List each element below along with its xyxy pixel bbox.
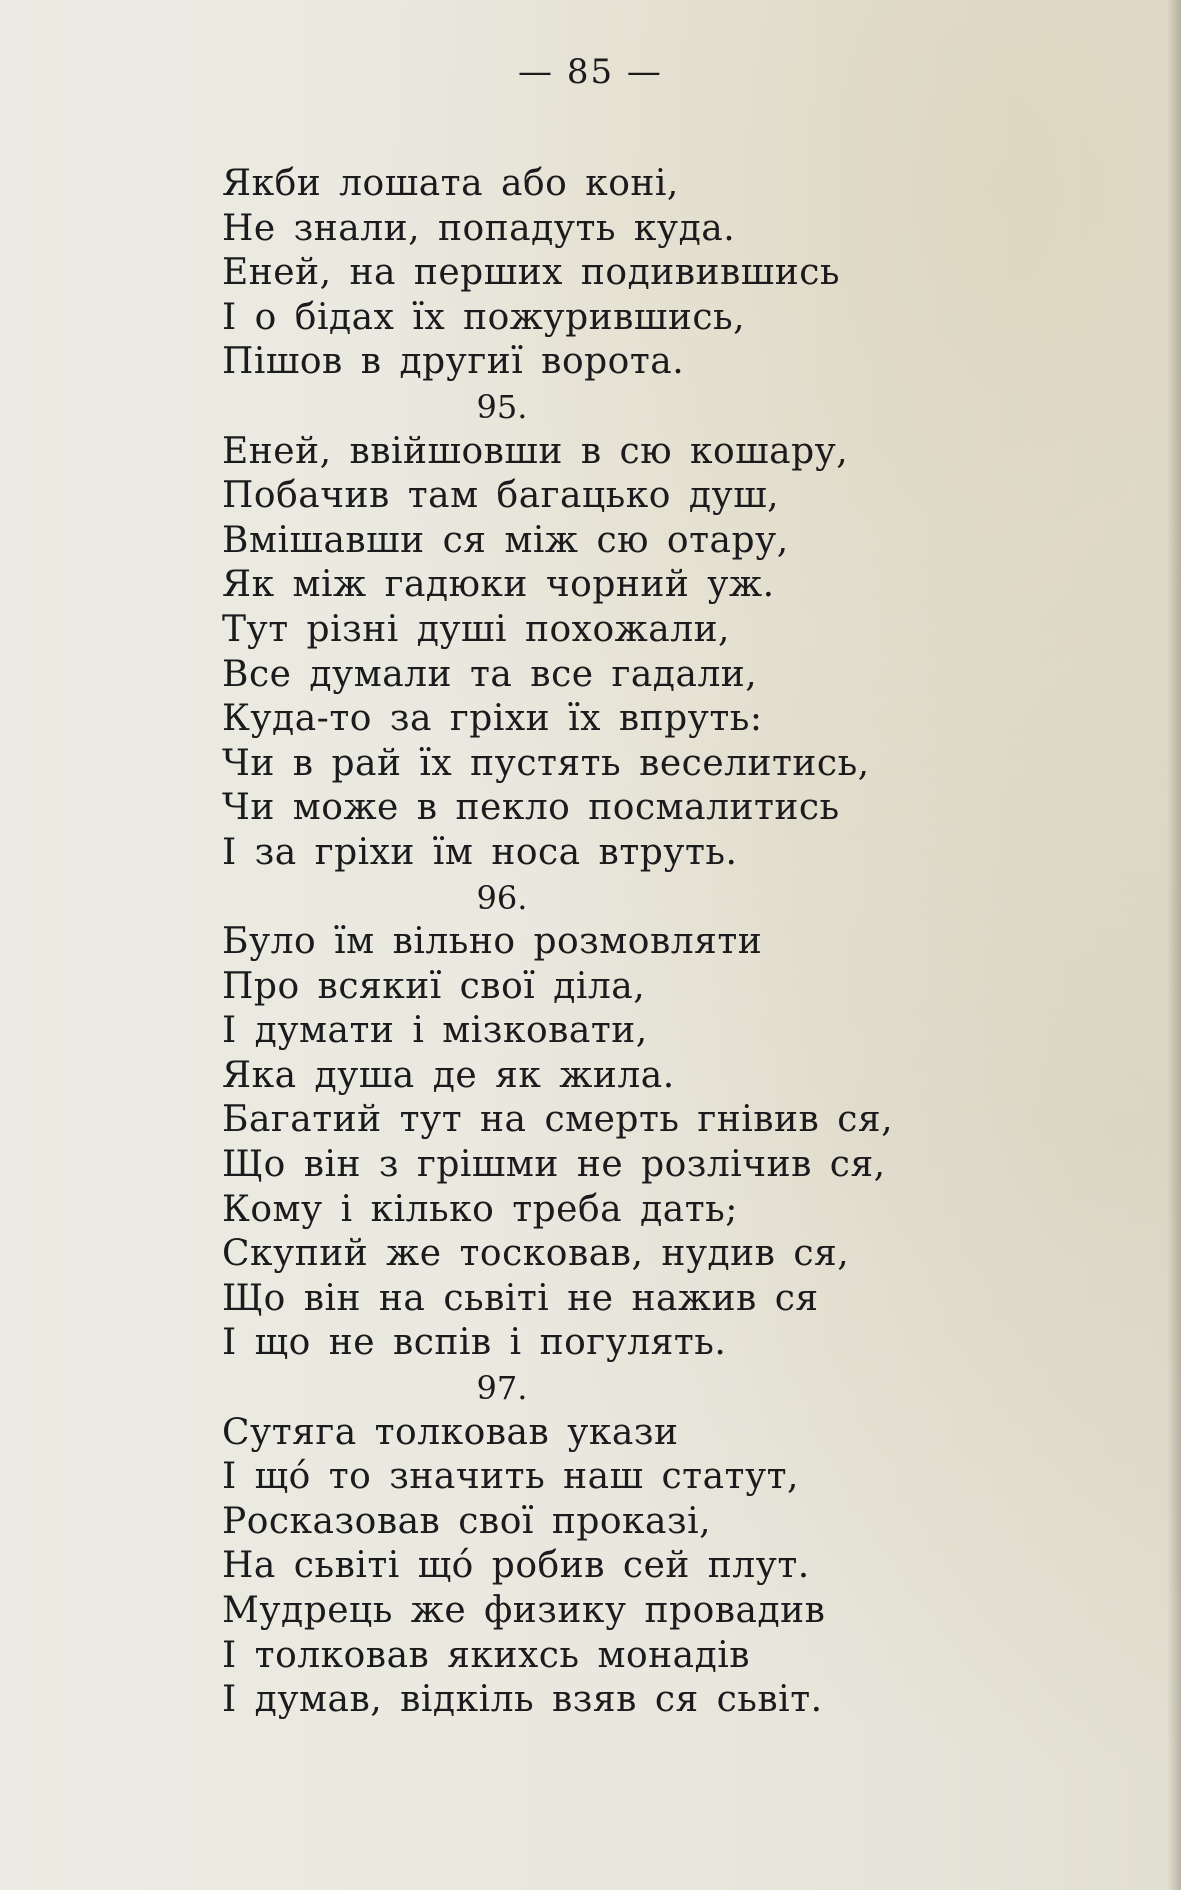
verse-line: Багатий тут на смерть гнівив ся, [222, 1099, 894, 1141]
verse-line: Не знали, попадуть куда. [222, 207, 736, 249]
verse-line: Кому і кілько треба дать; [222, 1188, 738, 1230]
verse-line: Сутяга толковав укази [222, 1411, 679, 1453]
verse-line: Що він з грішми не розлічив ся, [222, 1144, 886, 1186]
verse-line: І думати і мізковати, [222, 1010, 648, 1052]
verse-line: Чи в рай їх пустять веселитись, [222, 742, 870, 784]
stanza-number: 97. [476, 1369, 528, 1408]
page-edge-shadow [1167, 0, 1181, 1890]
verse-line: Як між гадюки чорний уж. [222, 564, 775, 606]
stanza-number: 95. [476, 387, 528, 426]
verse-line: І думав, відкіль взяв ся сьвіт. [222, 1679, 823, 1721]
verse-line: І що не вспів і погулять. [222, 1322, 727, 1364]
verse-line: І щó то значить наш статут, [222, 1456, 799, 1498]
verse-line: Яка душа де як жила. [222, 1054, 675, 1096]
verse-line: І за гріхи їм носа втруть. [222, 831, 738, 873]
verse-line: Про всякиї свої діла, [222, 965, 646, 1007]
verse-line: Все думали та все гадали, [222, 653, 758, 695]
verse-line: Вмішавши ся між сю отару, [222, 519, 789, 561]
verse-line: Мудрець же физику провадив [222, 1590, 826, 1631]
verse-line: Росказовав свої проказі, [222, 1500, 712, 1542]
verse-line: Еней, ввійшовши в сю кошару, [222, 430, 849, 472]
verse-line: Скупий же тосковав, нудив ся, [222, 1233, 850, 1275]
verse-line: Побачив там багацько душ, [222, 475, 780, 517]
verse-line: Було їм вільно розмовляти [222, 921, 763, 963]
page-number: — 85 — [518, 52, 663, 92]
verse-line: Пішов в другиї ворота. [222, 341, 685, 383]
verse-line: Тут різні душі похожали, [222, 608, 731, 650]
verse-line: Чи може в пекло посмалитись [222, 787, 840, 829]
verse-line: На сьвіті щó робив сей плут. [222, 1545, 810, 1587]
verse-line: Куда-то за гріхи їх впруть: [222, 698, 763, 740]
poem-text [222, 162, 982, 1723]
verse-line: Еней, на перших подивившись [222, 252, 840, 294]
stanza-number: 96. [476, 878, 528, 917]
verse-line: І толковав якихсь монадів [222, 1634, 751, 1676]
verse-line: Що він на сьвіті не нажив ся [222, 1277, 819, 1319]
verse-line: І о бідах їх пожурившись, [222, 296, 746, 338]
verse-line: Якби лошата або коні, [222, 163, 679, 204]
